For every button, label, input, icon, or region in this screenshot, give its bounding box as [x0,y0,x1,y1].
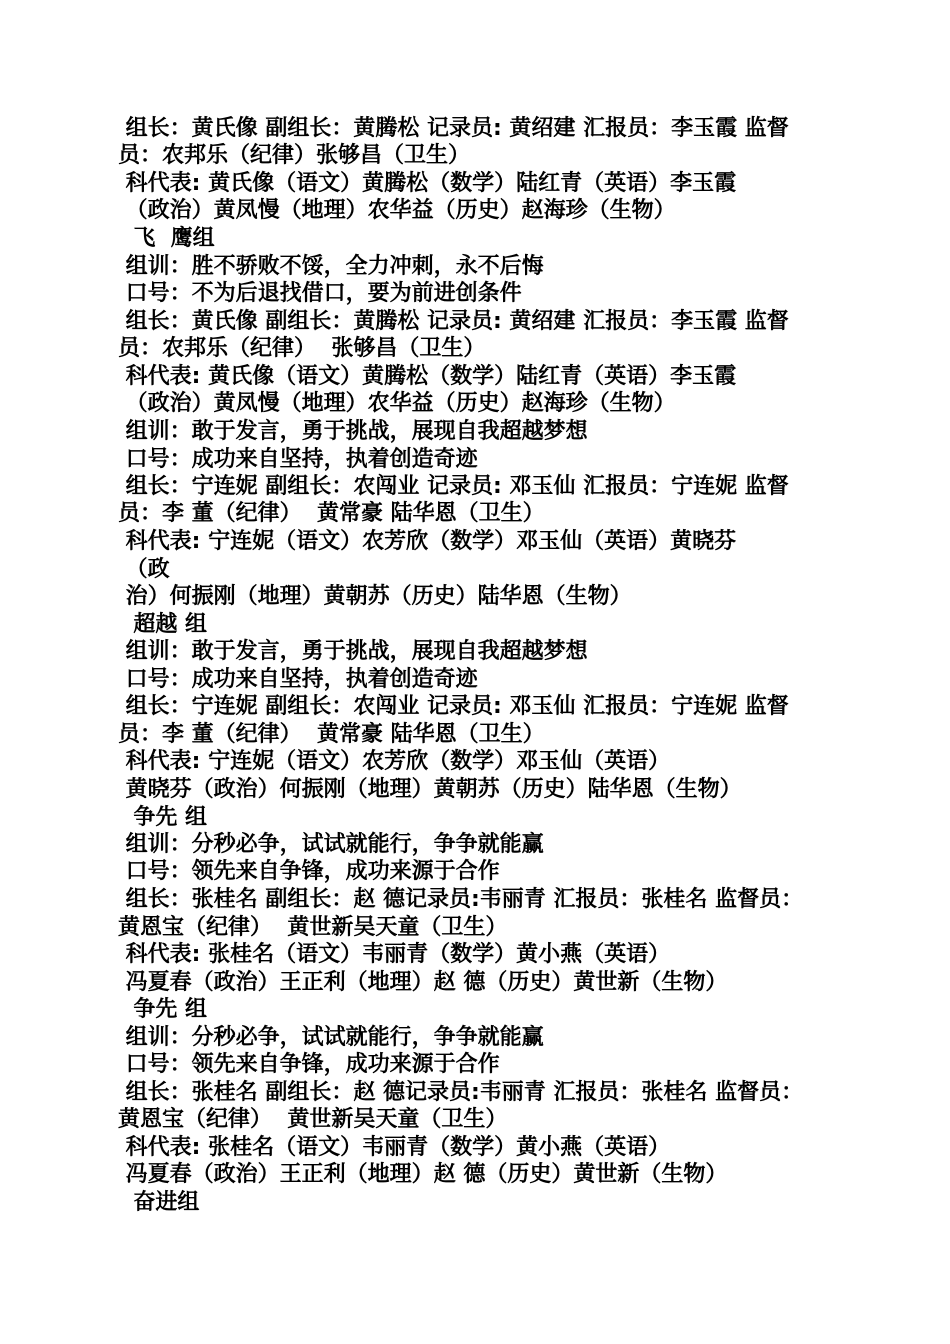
text-line: 科代表: 黄氏像（语文）黄腾松（数学）陆红青（英语）李玉霞 [118,171,737,196]
group-heading: 超越 组 [118,612,207,637]
group-heading: 争先 组 [118,805,207,830]
text-line: 科代表: 宁连妮（语文）农芳欣（数学）邓玉仙（英语） [118,749,671,774]
text-line: 员：农邦乐（纪律） 张够昌（卫生） [118,336,486,361]
text-line: 组长：张桂名 副组长：赵 德记录员:韦丽青 汇报员：张桂名 监督员： [118,887,804,912]
text-line: 组长：黄氏像 副组长：黄腾松 记录员: 黄绍建 汇报员：李玉霞 监督 [118,116,789,141]
text-line: 组长：黄氏像 副组长：黄腾松 记录员: 黄绍建 汇报员：李玉霞 监督 [118,309,789,334]
text-line: 黄恩宝（纪律） 黄世新吴天童（卫生） [118,915,508,940]
text-line: 治）何振刚（地理）黄朝苏（历史）陆华恩（生物） [118,584,632,609]
text-line: 冯夏春（政治）王正利（地理）赵 德（历史）黄世新（生物） [118,1162,728,1187]
text-line: 科代表: 宁连妮（语文）农芳欣（数学）邓玉仙（英语）黄晓芬 [118,529,737,554]
text-line: 员：李 董（纪律） 黄常豪 陆华恩（卫生） [118,722,545,747]
text-line: 黄恩宝（纪律） 黄世新吴天童（卫生） [118,1107,508,1132]
text-line: 科代表: 黄氏像（语文）黄腾松（数学）陆红青（英语）李玉霞 [118,364,737,389]
text-line: 组长：宁连妮 副组长：农闯业 记录员: 邓玉仙 汇报员：宁连妮 监督 [118,474,789,499]
text-line: 口号：领先来自争锋，成功来源于合作 [118,1052,500,1077]
text-line: （政治）黄凤慢（地理）农华益（历史）赵海珍（生物） [118,198,676,223]
text-line: 口号：成功来自坚持，执着创造奇迹 [118,667,478,692]
text-line: 员：农邦乐（纪律）张够昌（卫生） [118,143,471,168]
text-line: （政治）黄凤慢（地理）农华益（历史）赵海珍（生物） [118,391,676,416]
text-line: 组训：胜不骄败不馁，全力冲刺，永不后悔 [118,254,544,279]
text-line: 科代表: 张桂名（语文）韦丽青（数学）黄小燕（英语） [118,1135,671,1160]
group-heading: 飞 鹰组 [118,226,215,251]
text-line: 科代表: 张桂名（语文）韦丽青（数学）黄小燕（英语） [118,942,671,967]
text-line: 员：李 董（纪律） 黄常豪 陆华恩（卫生） [118,501,545,526]
text-line: 组训：敢于发言，勇于挑战，展现自我超越梦想 [118,419,588,444]
text-line: 组长：宁连妮 副组长：农闯业 记录员: 邓玉仙 汇报员：宁连妮 监督 [118,694,789,719]
text-line: 黄晓芬（政治）何振刚（地理）黄朝苏（历史）陆华恩（生物） [118,777,742,802]
text-line: 组训：分秒必争，试试就能行，争争就能赢 [118,832,544,857]
group-heading: 奋进组 [118,1190,200,1215]
text-line: 冯夏春（政治）王正利（地理）赵 德（历史）黄世新（生物） [118,970,728,995]
text-line: （政 [118,557,170,582]
group-heading: 争先 组 [118,997,207,1022]
text-line: 口号：成功来自坚持，执着创造奇迹 [118,447,478,472]
text-line: 组训：敢于发言，勇于挑战，展现自我超越梦想 [118,639,588,664]
text-line: 组长：张桂名 副组长：赵 德记录员:韦丽青 汇报员：张桂名 监督员： [118,1080,804,1105]
text-line: 组训：分秒必争，试试就能行，争争就能赢 [118,1025,544,1050]
text-line: 口号：不为后退找借口，要为前进创条件 [118,281,522,306]
text-line: 口号：领先来自争锋，成功来源于合作 [118,859,500,884]
